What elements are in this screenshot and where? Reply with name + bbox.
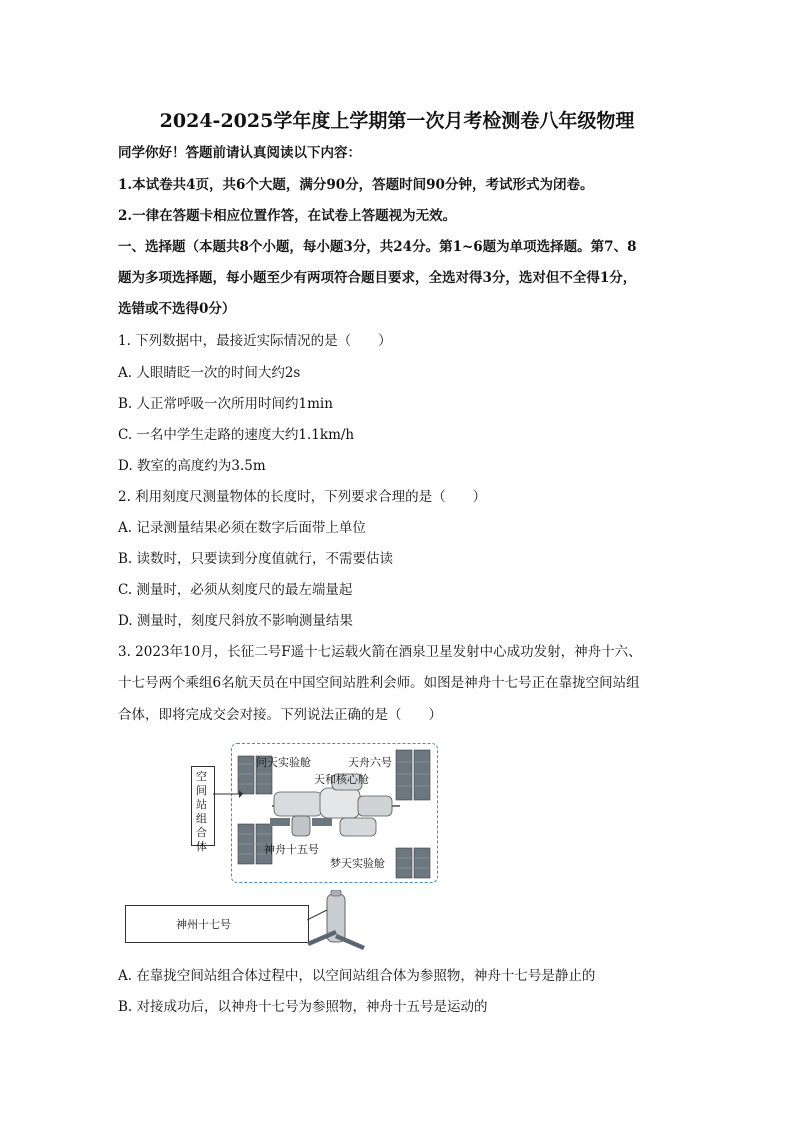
section1-header-line2: 题为多项选择题，每小题至少有两项符合题目要求，全选对得3分，选对但不全得1分， bbox=[118, 270, 637, 286]
q2-option-d: D. 测量时，刻度尺斜放不影响测量结果 bbox=[118, 613, 353, 629]
q1-stem: 1. 下列数据中，最接近实际情况的是（ ） bbox=[118, 333, 392, 349]
q2-option-a: A. 记录测量结果必须在数字后面带上单位 bbox=[118, 520, 366, 536]
q3-option-a: A. 在靠拢空间站组合体过程中，以空间站组合体为参照物，神舟十七号是静止的 bbox=[118, 968, 596, 984]
q1-option-a: A. 人眼睛眨一次的时间大约2s bbox=[118, 365, 301, 381]
q1-option-b: B. 人正常呼吸一次所用时间约1min bbox=[118, 396, 333, 412]
space-station-figure bbox=[125, 740, 445, 950]
section1-header-line1: 一、选择题（本题共8个小题，每小题3分，共24分。第1~6题为单项选择题。第7、8 bbox=[118, 239, 637, 255]
label-tianhe-core: 天和核心舱 bbox=[314, 773, 369, 786]
intro-greeting: 同学你好！答题前请认真阅读以下内容： bbox=[118, 145, 361, 161]
q3-option-b: B. 对接成功后，以神舟十七号为参照物，神舟十五号是运动的 bbox=[118, 999, 488, 1015]
station-callout-pointer bbox=[213, 780, 243, 810]
q3-stem-line2: 十七号两个乘组6名航天员在中国空间站胜利会师。如图是神舟十七号正在靠拢空间站组 bbox=[118, 675, 640, 691]
intro-rule-1: 1.本试卷共4页，共6个大题，满分90分，答题时间90分钟，考试形式为闭卷。 bbox=[118, 177, 594, 193]
label-wentian-module: 问天实验舱 bbox=[256, 756, 311, 769]
q2-option-b: B. 读数时，只要读到分度值就行，不需要估读 bbox=[118, 551, 394, 567]
label-shenzhou-15: 神舟十五号 bbox=[264, 843, 319, 856]
label-shenzhou-17: 神州十七号 bbox=[176, 918, 231, 931]
page-title: 2024-2025学年度上学期第一次月考检测卷八年级物理 bbox=[159, 110, 635, 132]
q1-option-d: D. 教室的高度约为3.5m bbox=[118, 458, 266, 474]
station-image-frame bbox=[231, 743, 438, 883]
label-mengtian-module: 梦天实验舱 bbox=[330, 857, 385, 870]
section1-header-line3: 选错或不选得0分） bbox=[118, 301, 236, 317]
shenzhou17-callout-box bbox=[125, 905, 309, 943]
q3-stem-line1: 3. 2023年10月，长征二号F遥十七运载火箭在酒泉卫星发射中心成功发射，神舟十六、 bbox=[118, 644, 642, 660]
station-callout-box bbox=[191, 766, 215, 853]
label-tianzhou-6: 天舟六号 bbox=[348, 756, 392, 769]
q1-option-c: C. 一名中学生走路的速度大约1.1km/h bbox=[118, 427, 355, 443]
q3-stem-line3: 合体，即将完成交会对接。下列说法正确的是（ ） bbox=[118, 707, 442, 723]
intro-rule-2: 2.一律在答题卡相应位置作答，在试卷上答题视为无效。 bbox=[118, 208, 457, 224]
q2-option-c: C. 测量时，必须从刻度尺的最左端量起 bbox=[118, 582, 353, 598]
label-space-station: 空间站组合体 bbox=[196, 770, 207, 853]
q2-stem: 2. 利用刻度尺测量物体的长度时，下列要求合理的是（ ） bbox=[118, 489, 487, 505]
shenzhou17-spacecraft bbox=[307, 890, 367, 950]
